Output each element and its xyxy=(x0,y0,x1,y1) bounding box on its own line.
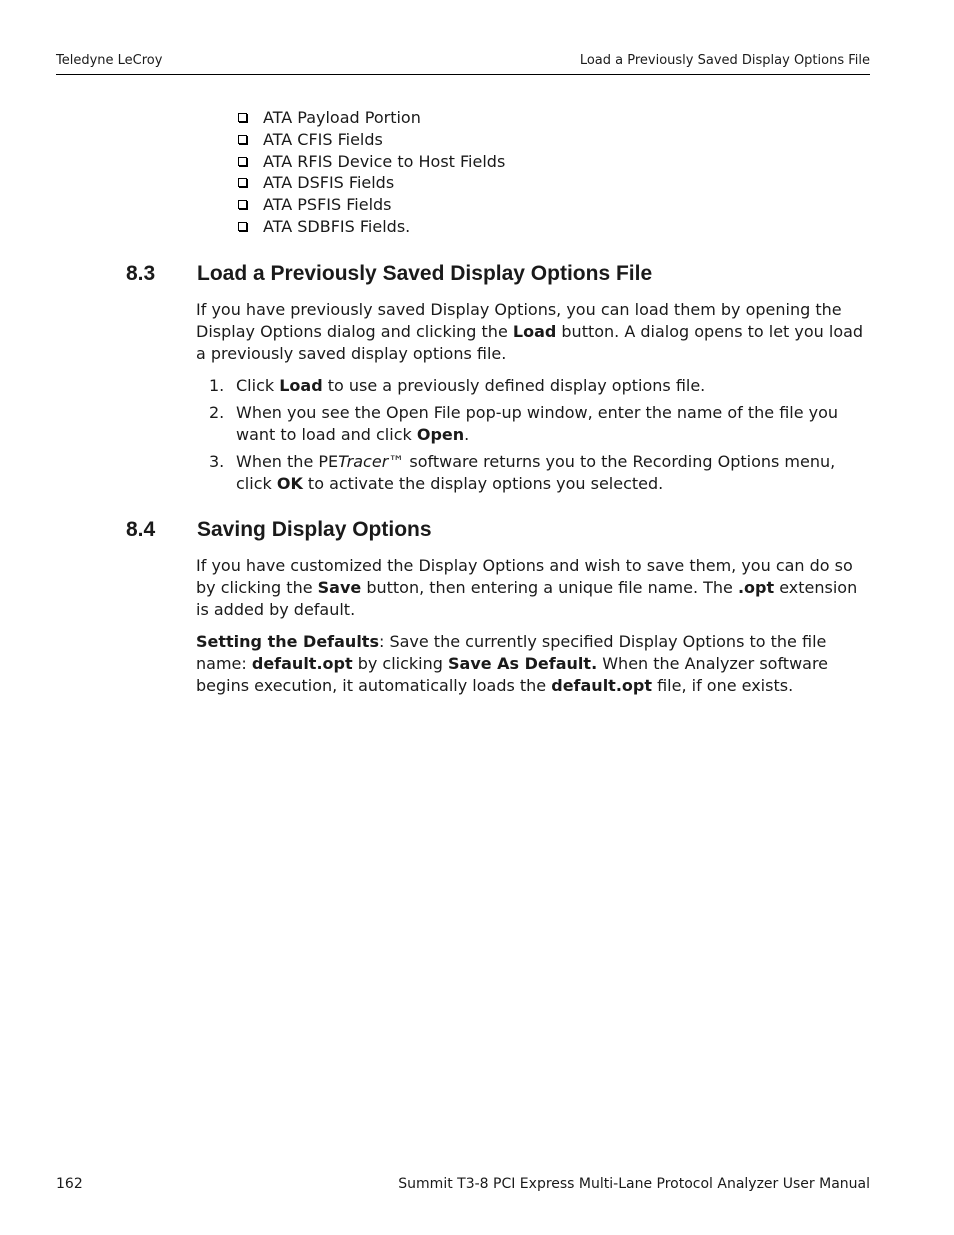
list-item: ATA CFIS Fields xyxy=(237,129,505,151)
section-title: Saving Display Options xyxy=(197,518,432,541)
section-8-4-paragraph: If you have customized the Display Options and wish to save them, you can do so by clicking the Save button, then entering a unique file name. The .opt extension is added by default. xyxy=(196,556,858,619)
load-steps-list xyxy=(196,375,872,500)
section-heading-8-3 xyxy=(126,262,652,286)
section-8-3-intro: If you have previously saved Display Options, you can load them by opening the Display Options dialog and clicking the Load button. A dialog opens to let you load a previously saved display options file. xyxy=(196,300,864,363)
checkbox-bullet-icon xyxy=(238,113,247,122)
setting-defaults-paragraph: Setting the Defaults: Save the currently specified Display Options to the file name: default.opt by clicking Save As Default. When the Analyzer software begins execution, it automatically loads the default.opt file, if one exists. xyxy=(196,632,829,695)
manual-title: Summit T3-8 PCI Express Multi-Lane Protocol Analyzer User Manual xyxy=(398,1176,870,1192)
list-item: ATA Payload Portion xyxy=(237,107,505,129)
list-item: ATA PSFIS Fields xyxy=(237,194,505,216)
section-heading-8-4 xyxy=(126,518,432,542)
list-item: 1. Click Load to use a previously defined display options file. xyxy=(209,376,706,395)
checkbox-bullet-icon xyxy=(238,200,247,209)
section-number: 8.3 xyxy=(126,262,156,285)
list-item: ATA SDBFIS Fields. xyxy=(237,216,505,238)
list-item: ATA DSFIS Fields xyxy=(237,172,505,194)
ata-field-list xyxy=(237,107,505,238)
list-item: 2. When you see the Open File pop-up window, enter the name of the file you want to load and click Open. xyxy=(209,403,839,444)
page-header xyxy=(56,52,870,75)
checkbox-bullet-icon xyxy=(238,135,247,144)
page-number: 162 xyxy=(56,1176,83,1192)
section-number: 8.4 xyxy=(126,518,156,541)
checkbox-bullet-icon xyxy=(238,178,247,187)
checkbox-bullet-icon xyxy=(238,157,247,166)
page-footer xyxy=(56,1176,870,1196)
header-section-title: Load a Previously Saved Display Options File xyxy=(579,53,870,68)
header-company: Teledyne LeCroy xyxy=(56,53,163,68)
list-item: 3. When the PETracer™ software returns you to the Recording Options menu, click OK to activate the display options you selected. xyxy=(209,452,836,493)
list-item: ATA RFIS Device to Host Fields xyxy=(237,151,505,173)
checkbox-bullet-icon xyxy=(238,222,247,231)
section-title: Load a Previously Saved Display Options File xyxy=(197,262,653,285)
